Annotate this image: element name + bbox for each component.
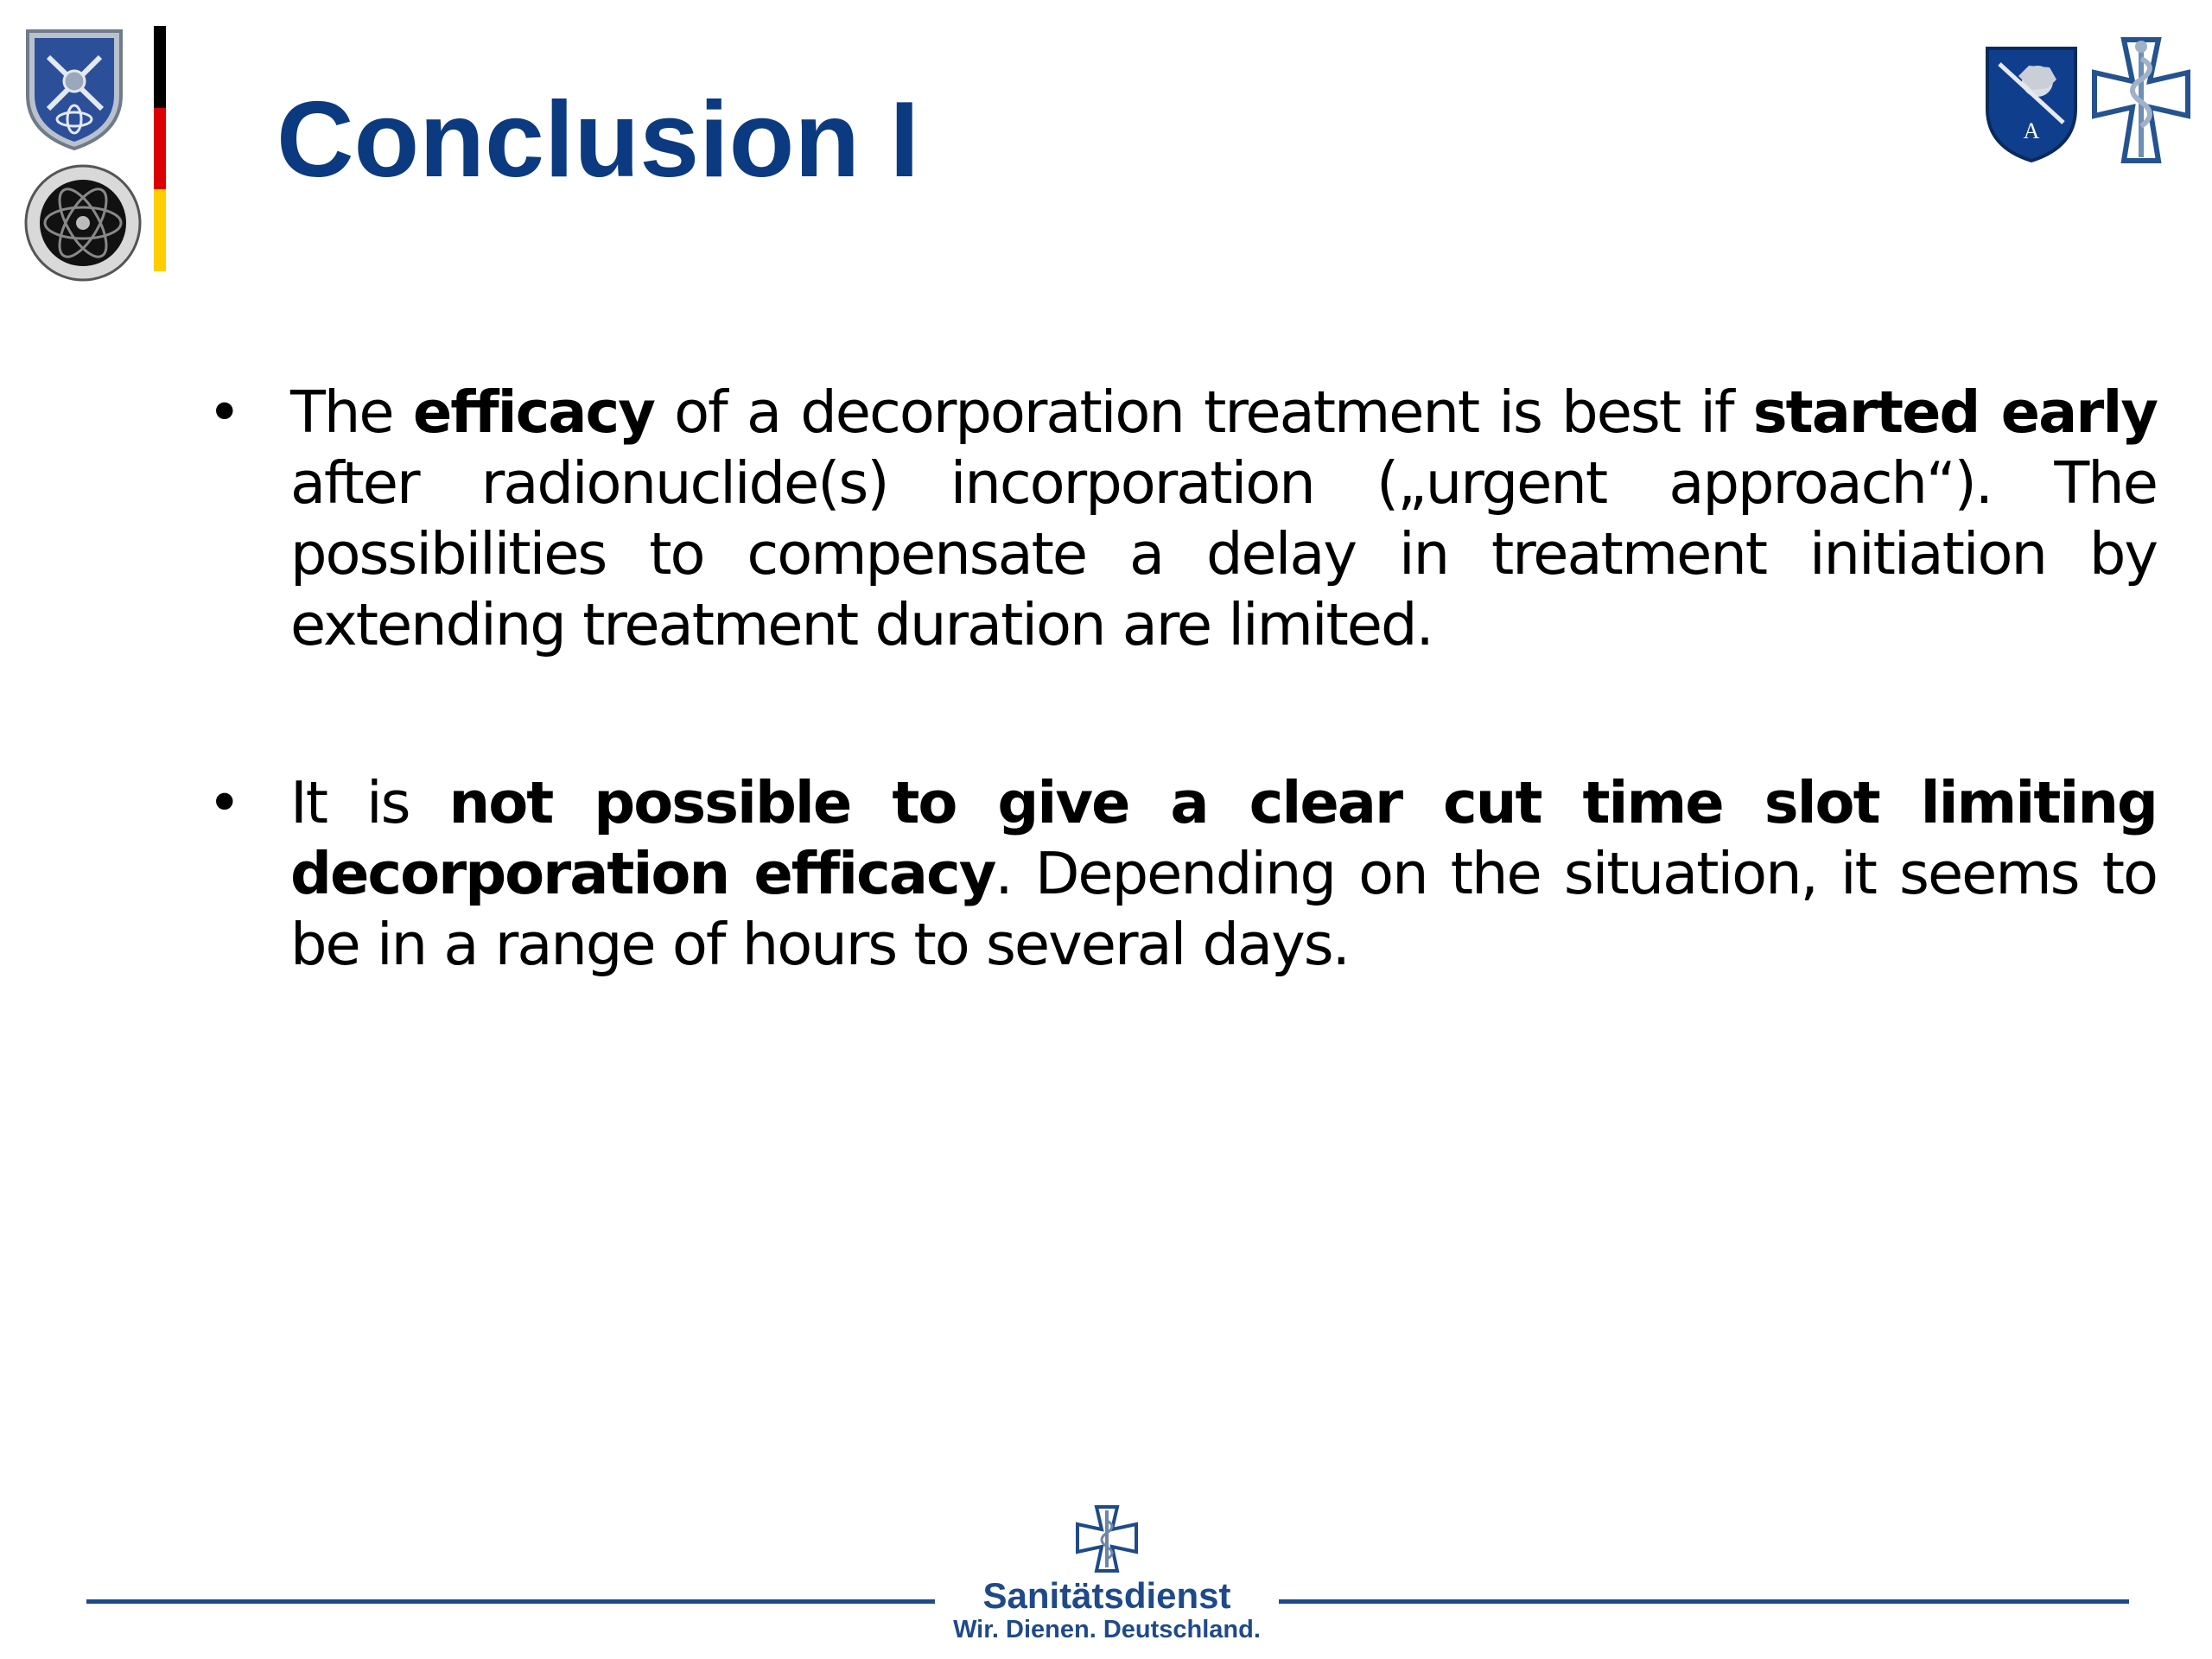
bullet-item	[199, 377, 2157, 660]
top-right-logos	[1984, 26, 2200, 173]
medical-service-emblem-icon	[2086, 31, 2196, 169]
bullet-item	[199, 767, 2157, 980]
footer-divider-left	[86, 1599, 935, 1604]
footer-slogan: Wir. Dienen. Deutschland.	[953, 1616, 1261, 1643]
bullet-emphasis: not possible to give a clear cut time slot limiting decorporation efficacy	[290, 769, 2157, 907]
bullet-segment: after radionuclide(s) incorporation („urgent approach“). The possibilities to compensate a delay in treatment initiation by extending treatment duration are limited.	[290, 449, 2157, 658]
german-flag-bar	[154, 26, 166, 271]
sanitaetsdienst-cross-icon	[1074, 1503, 1140, 1574]
footer-brand-name: Sanitätsdienst	[982, 1575, 1231, 1616]
slide-title: Conclusion I	[276, 80, 919, 200]
bullet-segment: It is	[290, 769, 449, 836]
bullet-text	[290, 378, 2157, 658]
bullet-emphasis: started early	[1752, 378, 2157, 446]
bullet-marker: •	[207, 378, 240, 446]
bullet-segment: The	[290, 378, 413, 446]
bullet-text	[290, 769, 2157, 978]
conclusion-bullet-list	[199, 377, 2157, 980]
university-seal-icon	[22, 162, 143, 283]
bullet-segment: . Depending on the situation, it seems to be in a range of hours to several days.	[290, 840, 2157, 978]
bullet-emphasis: efficacy	[412, 378, 654, 446]
bullet-segment: of a decorporation treatment is best if	[653, 378, 1753, 446]
footer-brand	[935, 1503, 1279, 1643]
institute-shield-icon	[22, 26, 126, 152]
bullet-marker: •	[207, 769, 240, 836]
left-logo-stack	[22, 26, 143, 287]
footer-divider-right	[1279, 1599, 2129, 1604]
svg-text:A: A	[2023, 118, 2040, 143]
academy-shield-icon	[1984, 41, 2079, 164]
